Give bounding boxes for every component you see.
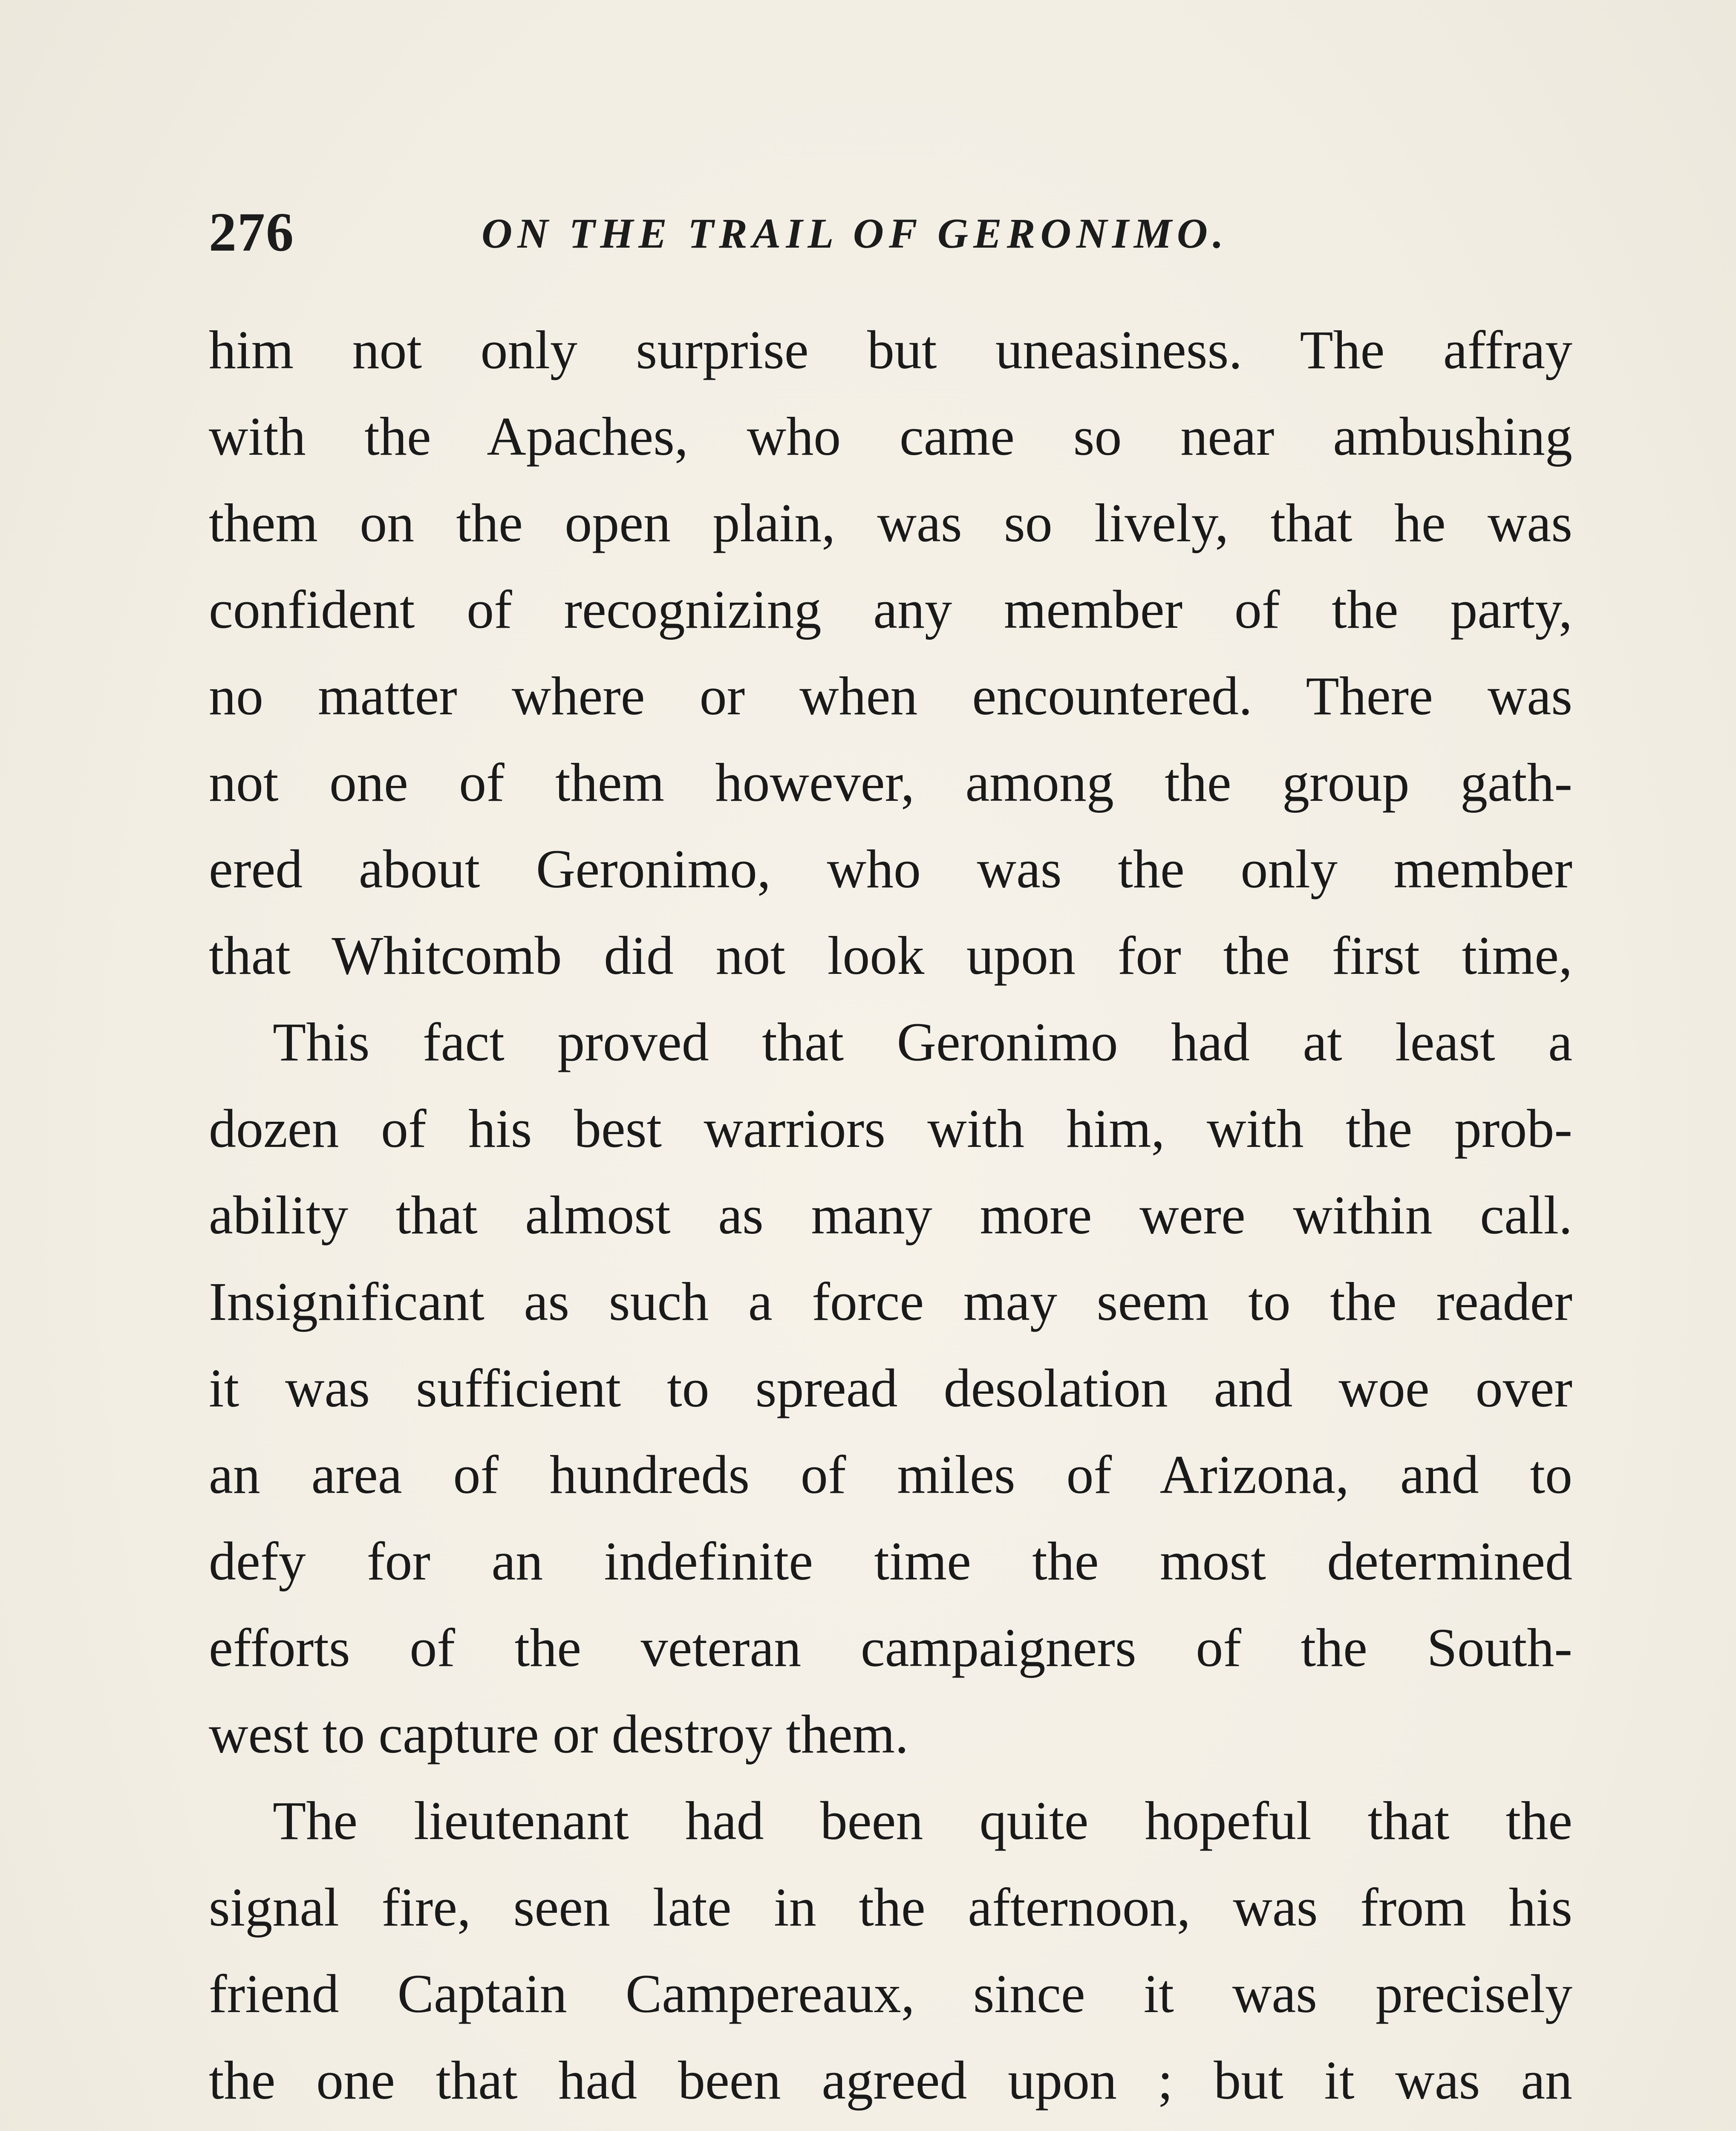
- text-line: the one that had been agreed upon ; but it was an: [209, 2050, 1572, 2111]
- text-line: This fact proved that Geronimo had at least a: [273, 1012, 1572, 1072]
- text-line: west to capture or destroy them.: [209, 1704, 909, 1764]
- text-line: defy for an indefinite time the most determined: [209, 1531, 1572, 1591]
- text-line: an area of hundreds of miles of Arizona, and to: [209, 1444, 1572, 1505]
- body-text: [209, 307, 1572, 2131]
- text-line: them on the open plain, was so lively, that he was: [209, 493, 1572, 553]
- text-line: efforts of the veteran campaigners of the South-: [209, 1617, 1572, 1678]
- running-title: ON THE TRAIL OF GERONIMO.: [482, 210, 1228, 257]
- page-header: [209, 200, 1572, 264]
- text-line: that Whitcomb did not look upon for the first time,: [209, 925, 1572, 986]
- text-line: friend Captain Campereaux, since it was precisely: [209, 1964, 1572, 2024]
- text-line: [209, 2124, 1572, 2131]
- text-line: not one of them however, among the group gath-: [209, 752, 1572, 813]
- page-number: 276: [209, 202, 294, 263]
- text-line: confident of recognizing any member of the party,: [209, 579, 1572, 640]
- text-line: ered about Geronimo, who was the only member: [209, 839, 1572, 899]
- text-line: The lieutenant had been quite hopeful that the: [273, 1790, 1572, 1851]
- text-line: signal fire, seen late in the afternoon, was from his: [209, 1877, 1572, 1938]
- text-line: with the Apaches, who came so near ambushing: [209, 406, 1572, 467]
- text-line: ability that almost as many more were within call.: [209, 1185, 1572, 1245]
- text-line: Insignificant as such a force may seem to the reader: [209, 1271, 1572, 1332]
- text-line: him not only surprise but uneasiness. The affray: [209, 320, 1572, 380]
- text-line: it was sufficient to spread desolation and woe over: [209, 1358, 1572, 1418]
- text-line: no matter where or when encountered. There was: [209, 666, 1572, 726]
- text-line: dozen of his best warriors with him, with the prob-: [209, 1098, 1572, 1159]
